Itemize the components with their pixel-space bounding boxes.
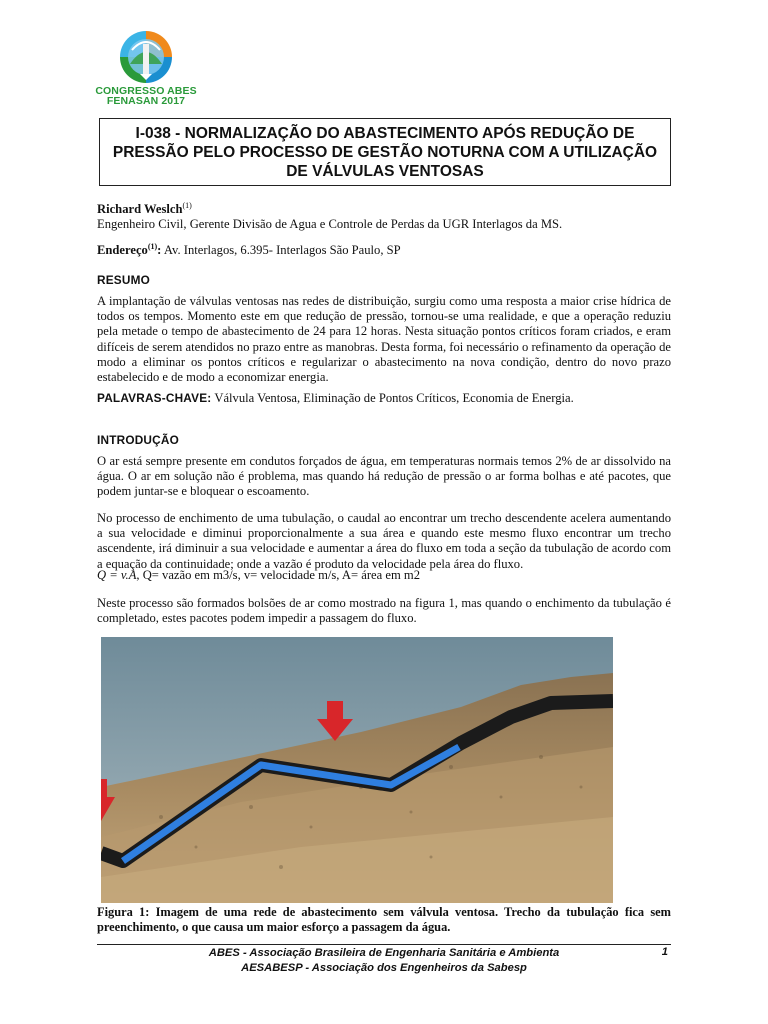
footer-rule (97, 944, 671, 945)
keywords-text: Válvula Ventosa, Eliminação de Pontos Críticos, Economia de Energia. (214, 391, 574, 405)
figure-1-image (101, 637, 613, 903)
formula-line (97, 568, 671, 583)
logo-line2: FENASAN 2017 (106, 95, 186, 107)
intro-paragraph-2: No processo de enchimento de uma tubulação, o caudal ao encontrar um trecho descendente acelera aumentando a sua velocidade e diminui proporcionalmente a sua área e quando este mesmo fluxo encontrar um trecho ascendente, irá diminuir a sua velocidade e aumentar a área do fluxo em toda a seção da tubulação de acordo com a equação da continuidade; onde a vazão é produto da velocidade pela área do fluxo. (97, 511, 671, 571)
logo-line1: CONGRESSO ABES (95, 85, 197, 97)
author-block (97, 202, 671, 232)
keywords-label: PALAVRAS-CHAVE: (97, 391, 212, 405)
congress-logo (92, 30, 200, 108)
introducao-heading: INTRODUÇÃO (97, 433, 179, 447)
address-label: Endereço (97, 243, 148, 257)
keywords-line (97, 391, 671, 406)
globe-logo-icon (92, 30, 200, 86)
intro-paragraph-1: O ar está sempre presente em condutos forçados de água, em temperaturas normais temos 2% de ar dissolvido na água. O ar em solução não é problema, mas quando há redução de pressão o ar forma bolhas e até pacotes, que podem juntar-se e bloquear o escoamento. (97, 454, 671, 499)
figure-1-caption: Figura 1: Imagem de uma rede de abastecimento sem válvula ventosa. Trecho da tubulação fica sem preenchimento, o que causa um maior esforço a passagem da água. (97, 905, 671, 934)
resumo-text: A implantação de válvulas ventosas nas redes de distribuição, surgiu como uma resposta a maior crise hídrica de todos os tempos. Momento este em que redução de pressão, tornou-se uma realidade, e que a operação reduziu pela metade o tempo de abastecimento de 24 para 12 horas. Nesta situação pontos críticos foram criados, e eram difíceis de serem atendidos no prazo entre as manobras. Desta forma, foi necessário o refinamento da operação de modo a eliminar os pontos críticos e regularizar o abastecimento na nova condição, dentro do novo prazo estabelecido e de modo a economizar energia. (97, 294, 671, 385)
address-sup: (1) (147, 242, 158, 251)
page-number: 1 (661, 946, 668, 958)
address-text: Av. Interlagos, 6.395- Interlagos São Paulo, SP (163, 243, 401, 257)
author-sup: (1) (182, 201, 192, 210)
author-role: Engenheiro Civil, Gerente Divisão de Agua e Controle de Perdas da UGR Interlagos da MS. (97, 217, 563, 232)
footer-text (97, 946, 671, 975)
author-name: Richard Weslch (97, 202, 183, 216)
footer-line2: AESABESP - Associação dos Engenheiros da Sabesp (241, 961, 527, 974)
address-line: Endereço$^{(1)}$: Av. Interlagos, 6.395- Interlagos São Paulo, SP (97, 242, 401, 257)
continuity-formula: Q = v.A (97, 568, 137, 582)
resumo-heading: RESUMO (97, 273, 150, 287)
paper-title: I-038 - NORMALIZAÇÃO DO ABASTECIMENTO APÓS REDUÇÃO DE PRESSÃO PELO PROCESSO DE GESTÃO NOTURNA COM A UTILIZAÇÃO DE VÁLVULAS VENTOSAS (112, 124, 658, 180)
intro-paragraph-3: Neste processo são formados bolsões de ar como mostrado na figura 1, mas quando o enchimento da tubulação é completado, estes pacotes podem impedir a passagem do fluxo. (97, 596, 671, 626)
formula-definitions: , Q= vazão em m3/s, v= velocidade m/s, A= área em m2 (136, 568, 420, 582)
paper-title-box (99, 118, 671, 186)
footer-line1: ABES - Associação Brasileira de Engenharia Sanitária e Ambienta (208, 947, 560, 959)
